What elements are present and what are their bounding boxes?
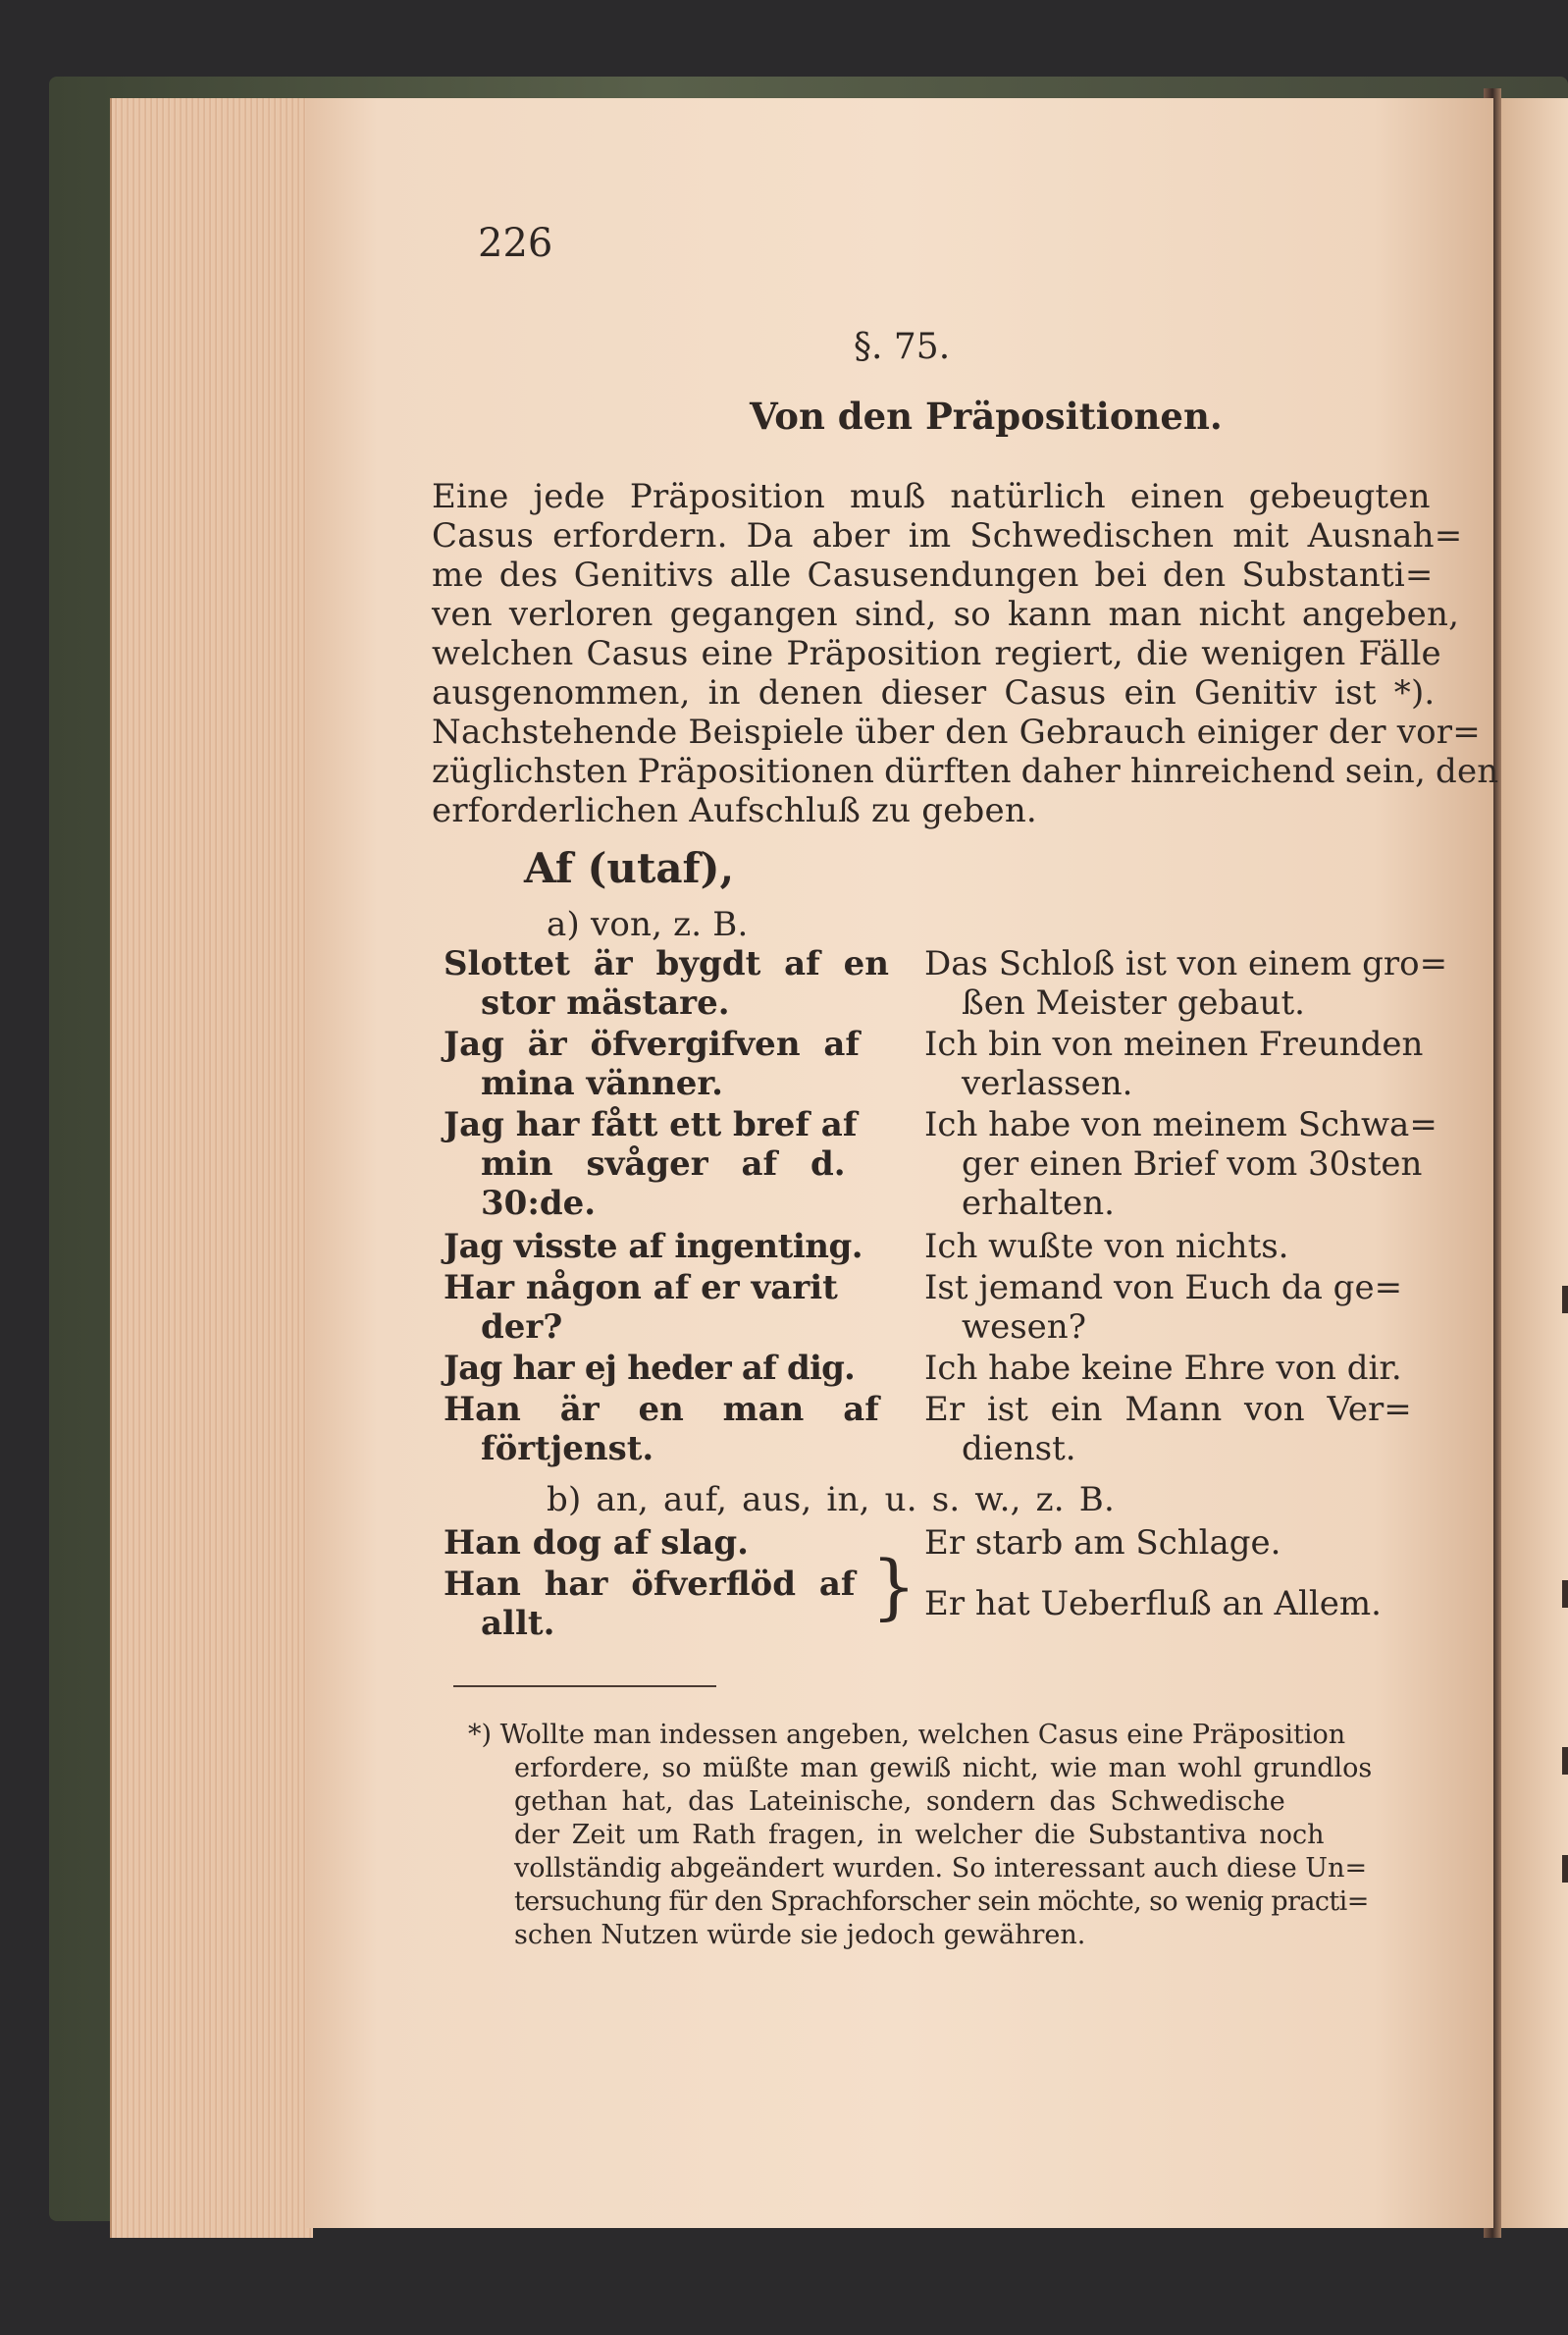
german-line: Das Schloß ist von einem gro=	[924, 944, 1448, 983]
german-line: verlassen.	[962, 1064, 1133, 1103]
swedish-line: Jag är öfvergifven af	[444, 1025, 861, 1064]
swedish-line: min svåger af d.	[481, 1144, 846, 1184]
swedish-line: der?	[481, 1307, 563, 1347]
german-line: ßen Meister gebaut.	[962, 983, 1305, 1023]
german-line: Er starb am Schlage.	[924, 1523, 1281, 1563]
intro-line: Nachstehende Beispiele über den Gebrauch einiger der vor=	[432, 713, 1481, 752]
german-line: ger einen Brief vom 30sten	[962, 1144, 1423, 1184]
intro-line: ven verloren gegangen sind, so kann man nicht angeben,	[432, 595, 1460, 634]
german-line: Ich wußte von nichts.	[924, 1227, 1289, 1266]
intro-line: Eine jede Präposition muß natürlich einen gebeugten	[432, 477, 1431, 516]
swedish-line: Slottet är bygdt af en	[444, 944, 889, 983]
german-line: Ist jemand von Euch da ge=	[924, 1268, 1403, 1307]
swedish-line: 30:de.	[481, 1184, 597, 1223]
entry-headword: Af (utaf),	[524, 844, 735, 892]
german-line: Ich habe von meinem Schwa=	[924, 1105, 1437, 1144]
page-number: 226	[478, 221, 553, 266]
book-page	[306, 98, 1499, 2228]
footnote-rule	[453, 1685, 716, 1687]
german-line: Er ist ein Mann von Ver=	[924, 1390, 1412, 1429]
swedish-line: Han dog af slag.	[444, 1523, 749, 1563]
german-line: Ich bin von meinen Freunden	[924, 1025, 1424, 1064]
german-line: dienst.	[962, 1429, 1076, 1468]
footnote-line: tersuchung für den Sprachforscher sein möchte, so wenig practi=	[514, 1886, 1369, 1917]
swedish-line: förtjenst.	[481, 1429, 654, 1468]
section-heading: Von den Präpositionen.	[750, 395, 1223, 438]
swedish-line: Han har öfverflöd af	[444, 1565, 856, 1604]
swedish-line: mina vänner.	[481, 1064, 723, 1103]
page-edges	[110, 98, 313, 2238]
german-line: Er hat Ueberfluß an Allem.	[924, 1584, 1382, 1623]
intro-line: Casus erfordern. Da aber im Schwedischen mit Ausnah=	[432, 516, 1463, 556]
facing-page-mark	[1562, 1747, 1568, 1775]
german-line: Ich habe keine Ehre von dir.	[924, 1349, 1402, 1388]
intro-line: me des Genitivs alle Casusendungen bei den Substanti=	[432, 556, 1434, 595]
facing-page-mark	[1562, 1855, 1568, 1883]
sense-a: a) von, z. B.	[547, 905, 749, 944]
footnote-line: gethan hat, das Lateinische, sondern das Schwedische	[514, 1786, 1285, 1817]
german-line: erhalten.	[962, 1184, 1115, 1223]
swedish-line: Han är en man af	[444, 1390, 879, 1429]
swedish-line: Jag har ej heder af dig.	[444, 1349, 856, 1388]
swedish-line: Har någon af er varit	[444, 1268, 838, 1307]
footnote-line: vollständig abgeändert wurden. So interessant auch diese Un=	[514, 1853, 1368, 1884]
intro-line: ausgenommen, in denen dieser Casus ein Genitiv ist *).	[432, 673, 1436, 713]
intro-line: welchen Casus eine Präposition regiert, die wenigen Fälle	[432, 634, 1441, 673]
intro-line: züglichsten Präpositionen dürften daher hinreichend sein, den	[432, 752, 1499, 791]
section-number: §. 75.	[854, 327, 951, 367]
swedish-line: Jag har fått ett bref af	[444, 1105, 858, 1144]
intro-line: erforderlichen Aufschluß zu geben.	[432, 791, 1037, 830]
brace-mark: }	[871, 1545, 916, 1627]
sense-b: b) an, auf, aus, in, u. s. w., z. B.	[547, 1480, 1115, 1519]
footnote-line: der Zeit um Rath fragen, in welcher die Substantiva noch	[514, 1820, 1325, 1850]
swedish-line: stor mästare.	[481, 983, 730, 1023]
swedish-line: allt.	[481, 1604, 555, 1643]
facing-page-mark	[1562, 1580, 1568, 1608]
footnote-line: schen Nutzen würde sie jedoch gewähren.	[514, 1920, 1086, 1950]
swedish-line: Jag visste af ingenting.	[444, 1227, 863, 1266]
footnote-line: erfordere, so müßte man gewiß nicht, wie man wohl grundlos	[514, 1753, 1373, 1783]
german-line: wesen?	[962, 1307, 1086, 1347]
facing-page-edge	[1499, 98, 1568, 2228]
footnote-line: *) Wollte man indessen angeben, welchen Casus eine Präposition	[468, 1720, 1346, 1750]
facing-page-mark	[1562, 1286, 1568, 1313]
